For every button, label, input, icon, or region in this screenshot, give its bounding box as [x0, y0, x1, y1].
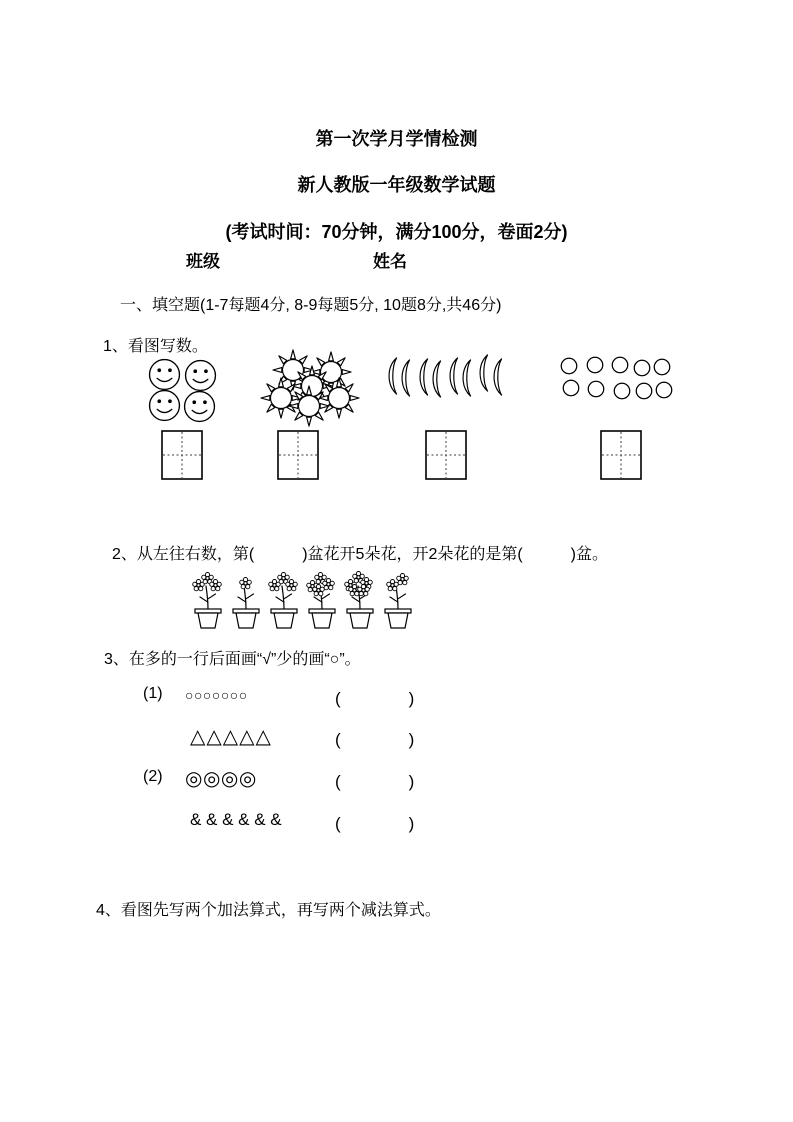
circle-symbols: ○○○○○○○	[185, 687, 248, 703]
page-title: 第一次学月学情检测	[315, 129, 478, 149]
q3-row-triangles	[143, 726, 543, 752]
circle-group	[560, 356, 676, 402]
section-1-heading: 一、填空题(1-7每题4分, 8-9每题5分, 10题8分,共46分)	[120, 297, 502, 314]
question-2-label: 2、从左往右数，第( )盆花开5朵花，开2朵花的是第( )盆。	[112, 546, 609, 563]
crescent-moon-group	[384, 354, 508, 398]
flower-pots-figure	[190, 571, 416, 629]
answer-blank: ( )	[335, 814, 415, 833]
q3-row-prefix: (2)	[143, 768, 163, 785]
answer-box	[425, 430, 467, 480]
smiley-face-group	[148, 358, 218, 424]
sun-group	[258, 349, 364, 429]
answer-blank: ( )	[335, 689, 415, 708]
answer-box	[161, 430, 203, 480]
ampersand-symbols: & & & & & &	[190, 810, 282, 829]
answer-blank: ( )	[335, 772, 415, 791]
answer-box	[277, 430, 319, 480]
triangle-symbols: △△△△△	[190, 726, 272, 748]
question-4-label: 4、看图先写两个加法算式，再写两个减法算式。	[96, 902, 441, 919]
q3-row-circles	[143, 685, 543, 711]
answer-blank: ( )	[335, 730, 415, 749]
question-3-label: 3、在多的一行后面画“√”少的画“○”。	[104, 651, 361, 668]
name-label: 姓名	[373, 252, 407, 271]
q3-row-double-circles	[143, 768, 543, 794]
q3-row-prefix: (1)	[143, 685, 163, 702]
page-subtitle: 新人教版一年级数学试题	[297, 175, 496, 195]
answer-box	[600, 430, 642, 480]
question-1-label: 1、看图写数。	[103, 338, 208, 355]
q3-row-ampersands	[143, 810, 543, 836]
exam-info: (考试时间：70分钟，满分100分，卷面2分)	[225, 222, 568, 242]
double-circle-symbols: ◎◎◎◎	[185, 768, 257, 790]
class-label: 班级	[186, 252, 220, 271]
